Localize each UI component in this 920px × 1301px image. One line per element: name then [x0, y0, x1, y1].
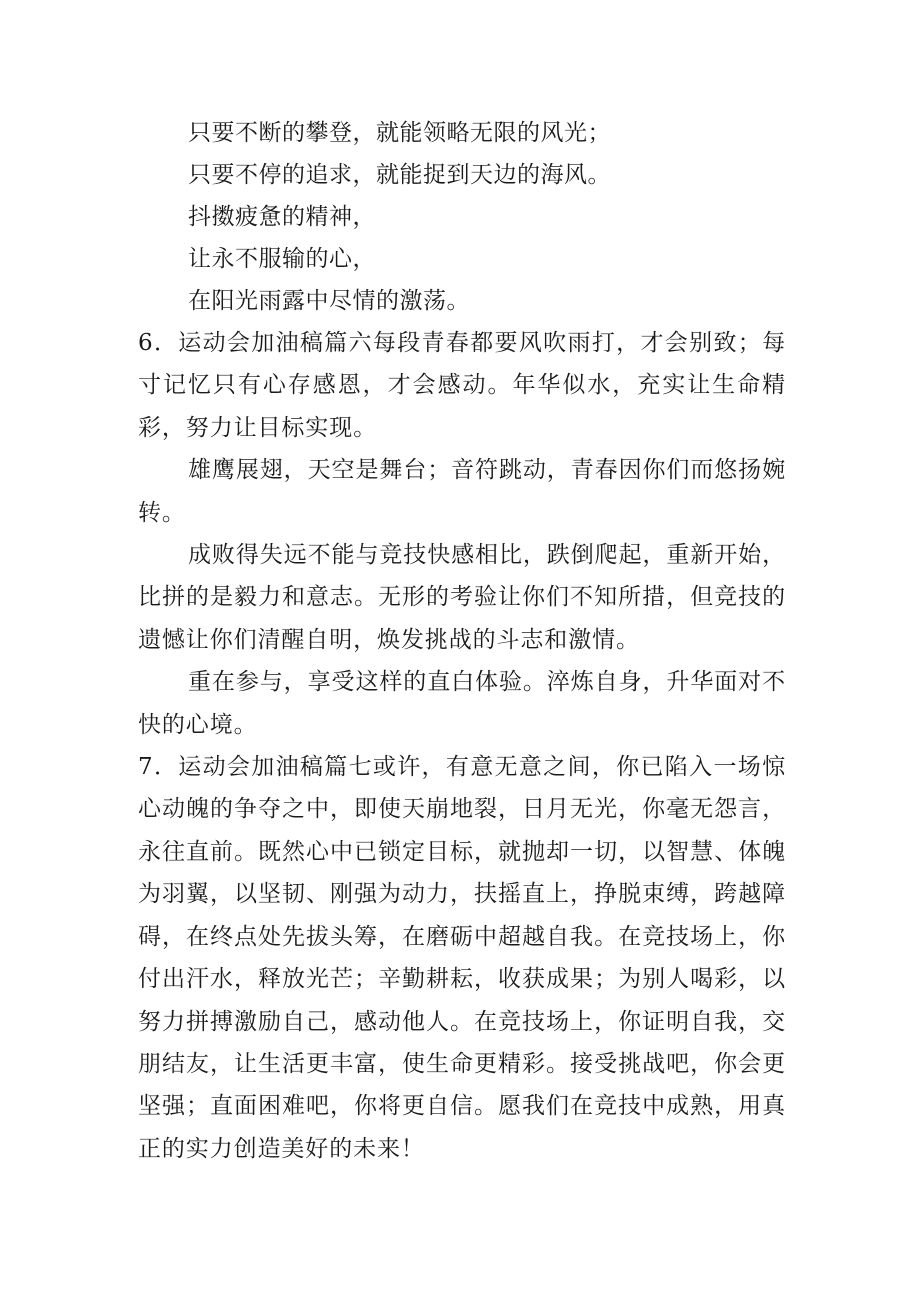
section-6-paragraph: 成败得失远不能与竞技快感相比，跌倒爬起，重新开始，比拼的是毅力和意志。无形的考验让你们不知所措，但竞技的遗憾让你们清醒自明，焕发挑战的斗志和激情。: [138, 542, 786, 653]
poem-line: 只要不断的攀登，就能领略无限的风光；: [188, 120, 611, 146]
section-7-heading-paragraph: 7．运动会加油稿篇七或许，有意无意之间，你已陷入一场惊心动魄的争夺之中，即使天崩地裂，日月无光，你毫无怨言，永往直前。既然心中已锁定目标，就抛却一切，以智慧、体魄为羽翼，以坚韧、刚强为动力，扶摇直上，挣脱束缚，跨越障碍，在终点处先拔头筹，在磨砺中超越自我。在竞技场上，你付出汗水，释放光芒；辛勤耕耘，收获成果；为别人喝彩，以努力拼搏激励自己，感动他人。在竞技场上，你证明自我，交朋结友，让生活更丰富，使生命更精彩。接受挑战吧，你会更坚强；直面困难吧，你将更自信。愿我们在竞技中成熟，用真正的实力创造美好的未来！: [138, 754, 786, 1162]
poem-line: 在阳光雨露中尽情的激荡。: [188, 288, 470, 314]
section-6-heading-paragraph: 6．运动会加油稿篇六每段青春都要风吹雨打，才会别致；每寸记忆只有心存感恩，才会感动。年华似水，充实让生命精彩，努力让目标实现。: [138, 330, 786, 441]
poem-line: 只要不停的追求，就能捉到天边的海风。: [188, 162, 611, 188]
text-column: [138, 112, 786, 1170]
poem-line: 让永不服输的心，: [188, 246, 376, 272]
poem-line: 抖擞疲惫的精神，: [188, 204, 376, 230]
section-6-paragraph: 雄鹰展翅，天空是舞台；音符跳动，青春因你们而悠扬婉转。: [138, 457, 786, 526]
section-6-paragraph: 重在参与，享受这样的直白体验。淬炼自身，升华面对不快的心境。: [138, 669, 786, 738]
